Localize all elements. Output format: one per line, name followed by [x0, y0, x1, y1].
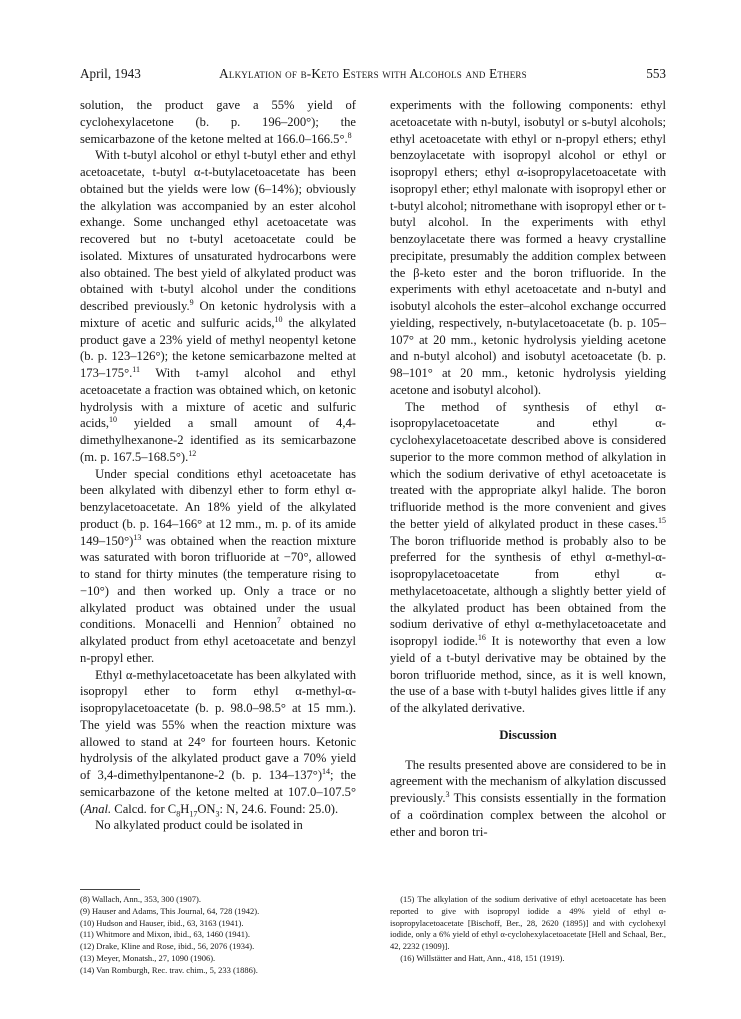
page-header [80, 66, 666, 84]
text: Under special conditions ethyl acetoacetate has been alkylated with dibenzyl ether to form ethyl α-benzylacetoacetate. An 18% yield of the alkylated product (b. p. 164–166° at 12 mm., m. p. of its amide 149–150°) [80, 466, 356, 548]
ref: 13 [133, 532, 142, 542]
paragraph [80, 817, 356, 834]
section-heading-discussion: Discussion [499, 727, 557, 742]
text: It is noteworthy that even a low yield of a t-butyl derivative may be obtained by the boron trifluoride method, since, as it is well known, the use of a base with t-butyl halides gives little if any of the alkylated derivative. [390, 634, 666, 715]
ref: 10 [109, 415, 118, 425]
text: experiments with the following components: ethyl acetoacetate with n-butyl, isobutyl or s-butyl alcohols; ethyl acetoacetate with ethyl or n-propyl ethers; ethyl benzoylacetate with isopropyl alcohol or ethyl or isopropyl ethers; ethyl α-isopropylacetoacetate with isopropyl ether; ethyl malonate with isopropyl ether or t-butyl alcohol; nitromethane with isopropyl ether or t-butyl alcohol. In the experiments with ethyl benzoylacetate there was formed a heavy crystalline precipitate, presumably the addition complex between the β-keto ester and the boron trifluoride. In the experiments with ethyl acetoacetate and n-butyl and isobutyl alcohols the ester–alcohol exchange occurred yielding, respectively, n-butylacetoacetate (b. p. 105–107° at 20 mm., ketonic hydrolysis yielding acetone and n-butyl alcohol) and isobutyl acetoacetate (b. p. 98–101° at 20 mm., ketonic hydrolysis yielding acetone and isobutyl alcohol). [390, 98, 666, 397]
text: obtained no alkylated product from ethyl acetoacetate and benzyl n-propyl ether. [80, 617, 356, 665]
paragraph [80, 466, 356, 667]
ref: 8 [347, 130, 352, 140]
page-number: 553 [646, 66, 666, 81]
ref: 14 [322, 766, 331, 776]
text: The results presented above are considered to be in agreement with the mechanism of alkylation discussed previously. [390, 757, 666, 805]
footnotes-right [390, 894, 666, 965]
text: With t-butyl alcohol or ethyl t-butyl ether and ethyl acetoacetate, t-butyl α-t-butylacetoacetate has been obtained but the yields were low (6–14%); obviously the alkylation was accompanied by an ester alcohol exhange. Some unchanged ethyl acetoacetate was recovered but no t-butyl acetoacetate could be isolated. Mixtures of unsaturated hydrocarbons were also obtained. The best yield of alkylated product was obtained with t-butyl alcohol under the conditions described previously. [80, 148, 356, 313]
footnotes-left [80, 894, 356, 977]
text: : N, 24.6. Found: 25.0). [219, 801, 339, 816]
ref: 9 [189, 297, 194, 307]
ref: 7 [276, 616, 281, 626]
paragraph [80, 667, 356, 818]
footnote-rule [80, 889, 140, 890]
text: Ethyl α-methylacetoacetate has been alkylated with isopropyl ether to form ethyl α-methyl-α-isopropylacetoacetate (b. p. 98.0–98.5° at 15 mm.). The yield was 55% when the reaction mixture was allowed to stand at 24° for fourteen hours. Ketonic hydrolysis of the alkylated product gave a 70% yield of 3,4-dimethylpentanone-2 (b. p. 134–137°) [80, 667, 356, 782]
footnote: (14) Van Romburgh, Rec. trav. chim., 5, 233 (1886). [80, 964, 258, 975]
footnote: (8) Wallach, Ann., 353, 300 (1907). [80, 894, 201, 904]
text: On ketonic hydrolysis with a mixture of acetic and sulfuric acids, [80, 299, 356, 330]
text: The method of synthesis of ethyl α-isopropylacetoacetate and ethyl α-cyclohexylacetoacetate described above is considered superior to the more common method of alkylation in which the sodium derivative of ethyl acetoacetate is treated with the appropriate alkyl halide. The boron trifluoride method is the more convenient and gives the better yield of alkylated product in these cases. [390, 399, 666, 531]
text: This consists essentially in the formation of a coördination complex between the alcohol or ether and boron tri- [390, 791, 666, 839]
footnote: (12) Drake, Kline and Rose, ibid., 56, 2076 (1934). [80, 941, 255, 952]
footnote: (13) Meyer, Monatsh., 27, 1090 (1906). [80, 952, 216, 963]
text: No alkylated product could be isolated in [95, 818, 303, 833]
ref: 10 [274, 314, 283, 324]
left-column [80, 97, 356, 834]
text: yielded a small amount of 4,4-dimethylhexanone-2 identified as its semicarbazone (m. p. 167.5–168.5°). [80, 416, 356, 464]
ref: 11 [132, 364, 140, 374]
footnote: (9) Hauser and Adams, This Journal, 64, 728 (1942). [80, 905, 260, 916]
ref: 15 [658, 515, 666, 525]
paragraph [390, 399, 666, 717]
text: The boron trifluoride method is probably also to be preferred for the synthesis of ethyl α-methyl-α-isopropylacetoacetate from ethyl α-methylacetoacetate, although a slightly better yield of the alkylated product has been obtained from the sodium derivative of ethyl α-methylacetoacetate and isopropyl iodide. [390, 533, 666, 648]
subscript: 3 [215, 809, 220, 819]
right-column [390, 97, 666, 840]
subscript: 8 [176, 809, 181, 819]
text: Calcd. for C [111, 801, 177, 816]
paragraph [80, 147, 356, 465]
anal-label: Anal. [84, 801, 112, 816]
ref: 12 [188, 448, 197, 458]
header-date: April, 1943 [80, 66, 141, 81]
subscript: 17 [189, 809, 198, 819]
text: H [180, 801, 190, 816]
footnote: (15) The alkylation of the sodium derivative of ethyl acetoacetate has been reported to give with isopropyl iodide a 49% yield of ethyl α-isopropylacetoacetate [Bischoff, Ber., 28, 2620 (1895)] and with cyclohexyl iodide, only a 6% yield of ethyl α-cyclohexylacetoacetate [Hell and Schaal, Ber., 42, 2232 (1909)]. [390, 894, 666, 952]
text: ON [197, 801, 216, 816]
ref: 16 [477, 632, 486, 642]
paragraph [390, 97, 666, 399]
running-title: Alkylation of β-Keto Esters with Alcohols and Ethers [219, 66, 527, 81]
text: was obtained when the reaction mixture was saturated with boron trifluoride at −70°, allowed to stand for thirty minutes (the temperature rising to −10°) and then worked up. Only a trace or no alkylated product was obtained under the usual conditions. Monacelli and Hennion [80, 533, 356, 632]
footnote: (10) Hudson and Hauser, ibid., 63, 3163 (1941). [80, 917, 244, 928]
paragraph [390, 757, 666, 841]
text: With t-amyl alcohol and ethyl acetoacetate a fraction was obtained which, on ketonic hydrolysis with a mixture of acetic and sulfuric acids, [80, 366, 356, 431]
footnote: (11) Whitmore and Mixon, ibid., 63, 1460 (1941). [80, 929, 250, 940]
text: ; the semicarbazone of the ketone melted at 107.0–107.5° ( [80, 768, 356, 816]
paragraph [80, 97, 356, 147]
footnote: (16) Willstätter and Hatt, Ann., 418, 151 (1919). [400, 952, 565, 963]
text: the alkylated product gave a 23% yield of methyl neopentyl ketone (b. p. 123–126°); the ketone semicarbazone melted at 173–175°. [80, 315, 356, 380]
ref: 3 [445, 789, 450, 799]
text: solution, the product gave a 55% yield of cyclohexylacetone (b. p. 196–200°); the semicarbazone of the ketone melted at 166.0–166.5°. [80, 98, 356, 146]
